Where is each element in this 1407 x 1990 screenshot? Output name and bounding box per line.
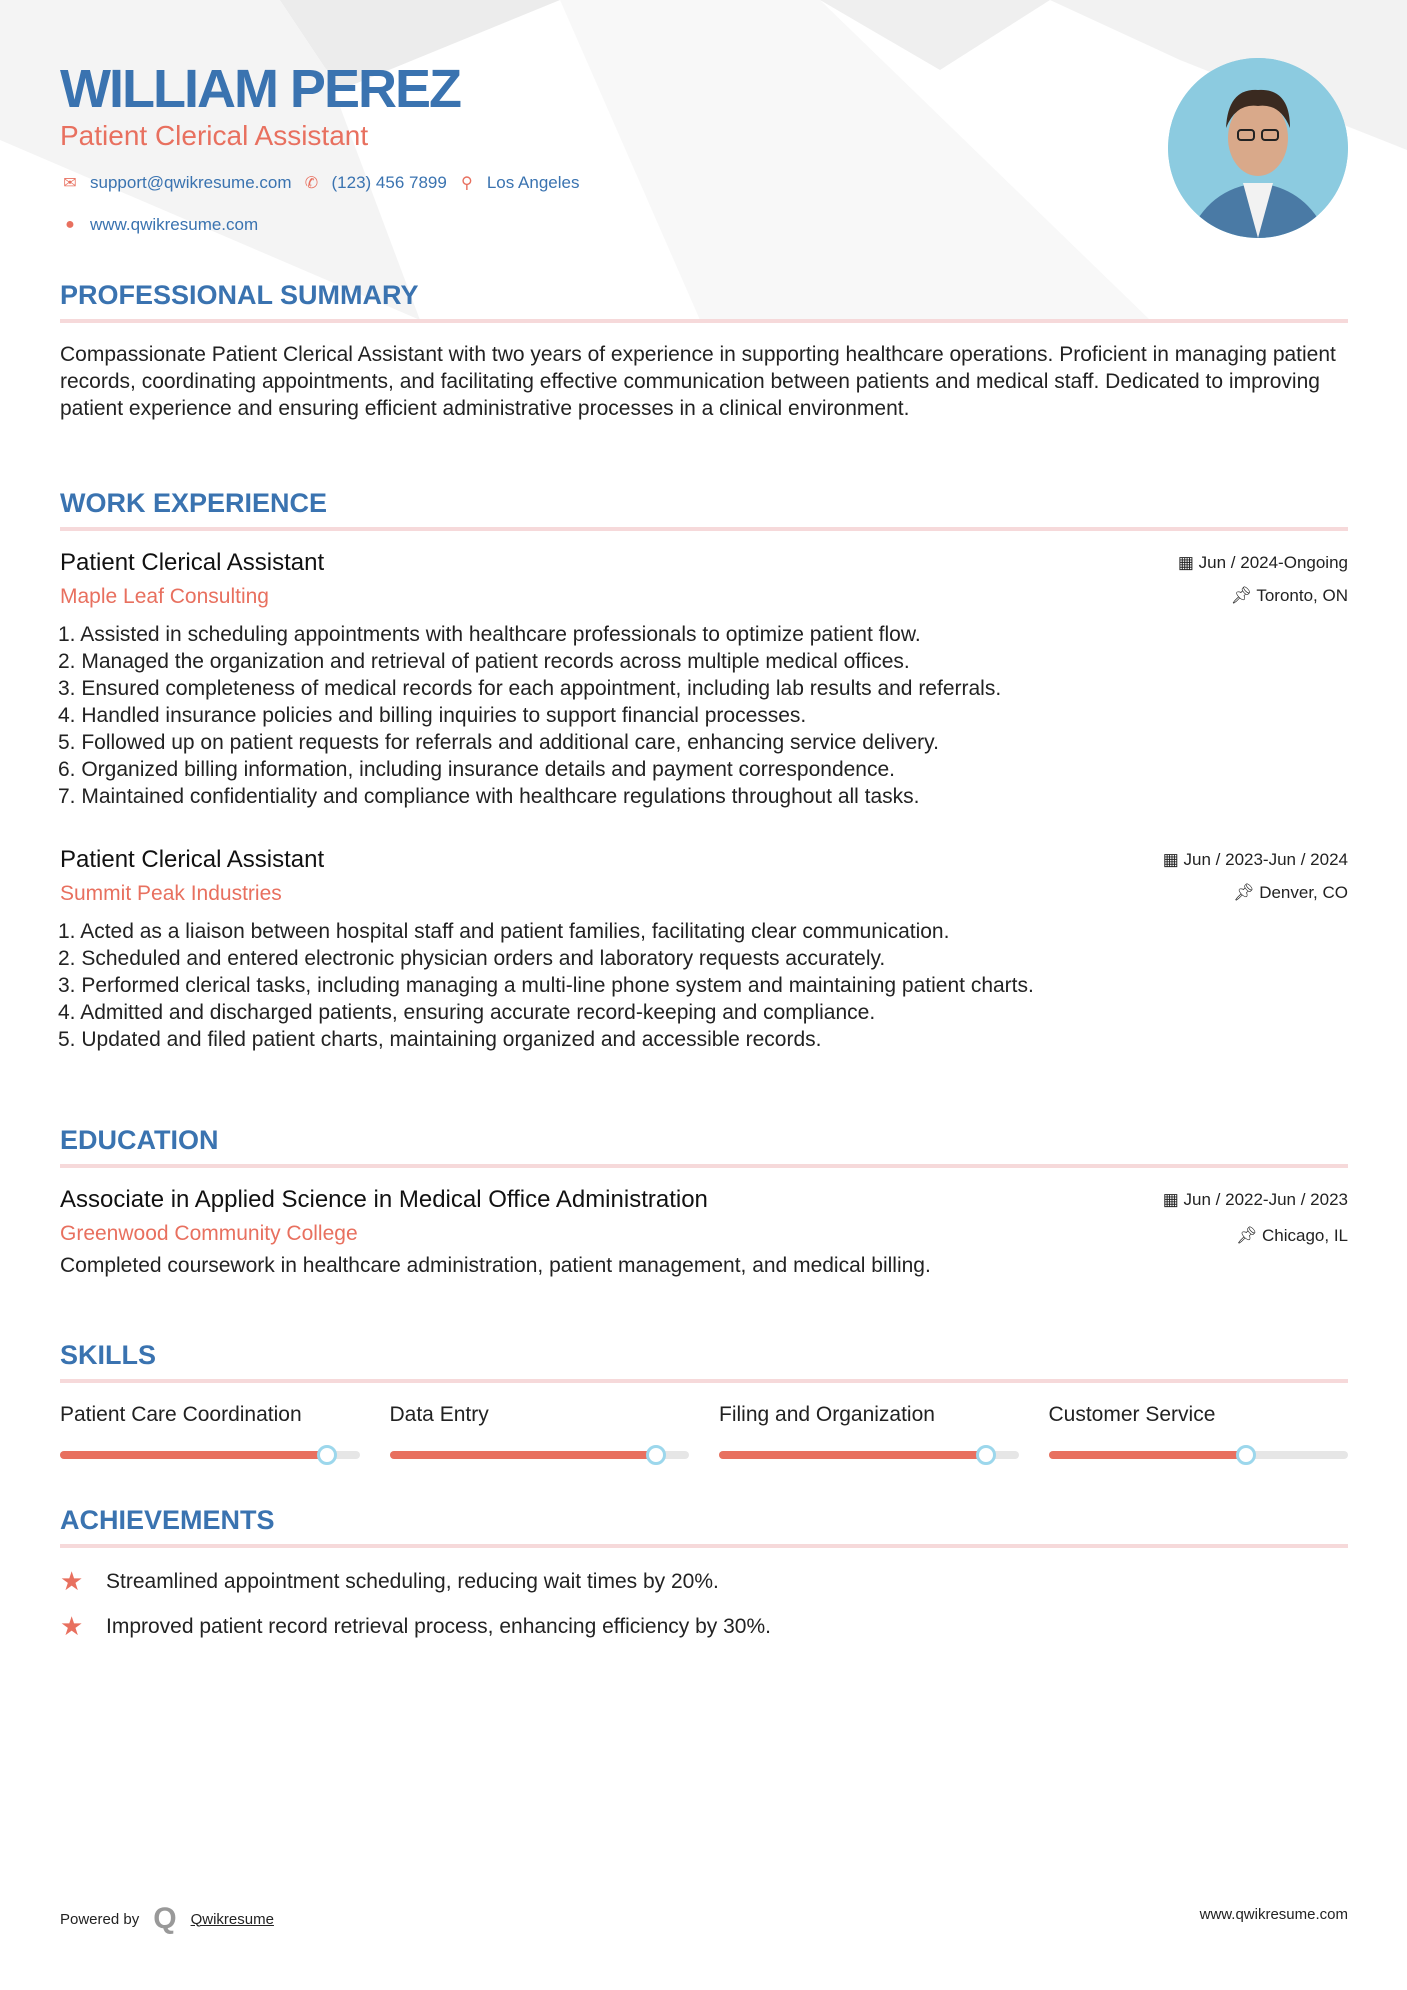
job-dates: ▦ Jun / 2023-Jun / 2024 <box>1162 850 1348 869</box>
skill-bar-fill <box>390 1451 657 1459</box>
list-item: 1. Acted as a liaison between hospital staff and patient families, facilitating clear communication. <box>58 920 950 943</box>
website-link[interactable]: www.qwikresume.com <box>90 215 259 234</box>
section-heading: ACHIEVEMENTS <box>60 1505 1348 1548</box>
calendar-icon: ▦ <box>1162 1190 1184 1209</box>
skill-item <box>60 1403 360 1459</box>
skill-bar-fill <box>60 1451 327 1459</box>
email-icon: ✉ <box>63 175 77 192</box>
job-location: 📌︎ Denver, CO <box>1232 883 1348 902</box>
website-row <box>60 215 258 235</box>
achievement-item: ★ Improved patient record retrieval process, enhancing efficiency by 30%. <box>60 1611 771 1641</box>
skill-name: Filing and Organization <box>719 1403 935 1426</box>
list-item: 4. Handled insurance policies and billing inquiries to support financial processes. <box>58 704 807 727</box>
skill-bar-knob <box>646 1445 666 1465</box>
list-item: 3. Ensured completeness of medical records for each appointment, including lab results and referrals. <box>58 677 1002 700</box>
section-heading: WORK EXPERIENCE <box>60 488 1348 531</box>
achievement-item: ★ Streamlined appointment scheduling, reducing wait times by 20%. <box>60 1566 719 1596</box>
skill-bar-fill <box>1049 1451 1247 1459</box>
school-name: Greenwood Community College <box>60 1222 358 1245</box>
job-entry <box>60 549 1348 810</box>
pin-icon: 📌︎ <box>1232 883 1260 902</box>
skill-item <box>390 1403 690 1459</box>
achievements-section <box>60 1505 1348 1642</box>
education-dates: ▦ Jun / 2022-Jun / 2023 <box>1162 1190 1348 1209</box>
calendar-icon: ▦ <box>1162 850 1184 869</box>
footer-website[interactable]: www.qwikresume.com <box>1199 1906 1348 1923</box>
company-name: Summit Peak Industries <box>60 882 282 905</box>
education-entry <box>60 1186 1348 1279</box>
list-item: 2. Scheduled and entered electronic physician orders and laboratory requests accurately. <box>58 947 886 970</box>
powered-by-label: Powered by <box>60 1910 140 1928</box>
list-item: 4. Admitted and discharged patients, ensuring accurate record-keeping and compliance. <box>58 1001 876 1024</box>
candidate-name: WILLIAM PEREZ <box>60 59 460 119</box>
avatar <box>1168 58 1348 238</box>
education-location: 📌︎ Chicago, IL <box>1235 1226 1348 1245</box>
star-icon: ★ <box>60 1566 84 1596</box>
skill-item <box>719 1403 1019 1459</box>
list-item: 7. Maintained confidentiality and compliance with healthcare regulations throughout all tasks. <box>58 785 920 808</box>
list-item: 5. Updated and filed patient charts, maintaining organized and accessible records. <box>58 1028 822 1051</box>
summary-text: Compassionate Patient Clerical Assistant with two years of experience in supporting healthcare operations. Proficient in managing patient records, coordinating appointments, and facilitating effective communication between patients and medical staff. Dedicated to improving patient experience and ensuring efficient administrative processes in a clinical environment. <box>60 343 1336 420</box>
skill-bar-knob <box>976 1445 996 1465</box>
work-experience-section <box>60 488 1348 1053</box>
job-location: 📌︎ Toronto, ON <box>1230 586 1348 605</box>
degree-title: Associate in Applied Science in Medical Office Administration <box>60 1186 708 1213</box>
calendar-icon: ▦ <box>1177 553 1199 572</box>
skills-list <box>60 1403 1348 1459</box>
list-item: 6. Organized billing information, including insurance details and payment correspondence. <box>58 758 895 781</box>
list-item: 1. Assisted in scheduling appointments with healthcare professionals to optimize patient flow. <box>58 623 921 646</box>
globe-icon: ● <box>65 216 75 233</box>
skill-item <box>1049 1403 1349 1459</box>
section-heading: EDUCATION <box>60 1125 1348 1168</box>
skills-section <box>60 1340 1348 1459</box>
skill-bar <box>390 1451 690 1459</box>
education-description: Completed coursework in healthcare administration, patient management, and medical billing. <box>60 1254 931 1277</box>
pin-icon: 📌︎ <box>1230 586 1257 605</box>
pin-icon: 📌︎ <box>1235 1226 1262 1245</box>
job-title: Patient Clerical Assistant <box>60 846 325 873</box>
skill-bar-knob <box>317 1445 337 1465</box>
star-icon: ★ <box>60 1611 84 1641</box>
skill-bar-fill <box>719 1451 986 1459</box>
list-item: 5. Followed up on patient requests for referrals and additional care, enhancing service delivery. <box>58 731 939 754</box>
brand-link[interactable]: Qwikresume <box>190 1910 274 1928</box>
skill-bar <box>1049 1451 1349 1459</box>
location-text: Los Angeles <box>486 173 580 192</box>
job-bullets <box>58 918 1348 1053</box>
company-name: Maple Leaf Consulting <box>60 585 269 608</box>
skill-bar <box>719 1451 1019 1459</box>
job-dates: ▦ Jun / 2024-Ongoing <box>1177 553 1348 572</box>
list-item: 3. Performed clerical tasks, including managing a multi-line phone system and maintaining patient charts. <box>58 974 1034 997</box>
education-section <box>60 1125 1348 1279</box>
skill-name: Patient Care Coordination <box>60 1403 302 1426</box>
skill-name: Data Entry <box>389 1403 489 1426</box>
job-entry <box>60 846 1348 1053</box>
professional-summary-section <box>60 280 1348 422</box>
skill-bar-knob <box>1236 1445 1256 1465</box>
skill-name: Customer Service <box>1048 1403 1216 1426</box>
job-bullets <box>58 621 1348 810</box>
list-item: 2. Managed the organization and retrieval of patient records across multiple medical offices. <box>58 650 910 673</box>
email-link[interactable]: support@qwikresume.com <box>90 173 292 192</box>
footer-powered <box>60 1902 274 1936</box>
section-heading: SKILLS <box>60 1340 1348 1383</box>
qwikresume-logo-icon: Q <box>153 1902 177 1935</box>
skill-bar <box>60 1451 360 1459</box>
section-heading: PROFESSIONAL SUMMARY <box>60 280 1348 323</box>
job-title: Patient Clerical Assistant <box>60 549 325 576</box>
phone-icon: ✆ <box>304 175 319 192</box>
phone-text: (123) 456 7899 <box>331 173 447 192</box>
contact-row <box>60 173 579 193</box>
candidate-title: Patient Clerical Assistant <box>60 120 369 151</box>
location-pin-icon: ⚲ <box>460 175 473 192</box>
